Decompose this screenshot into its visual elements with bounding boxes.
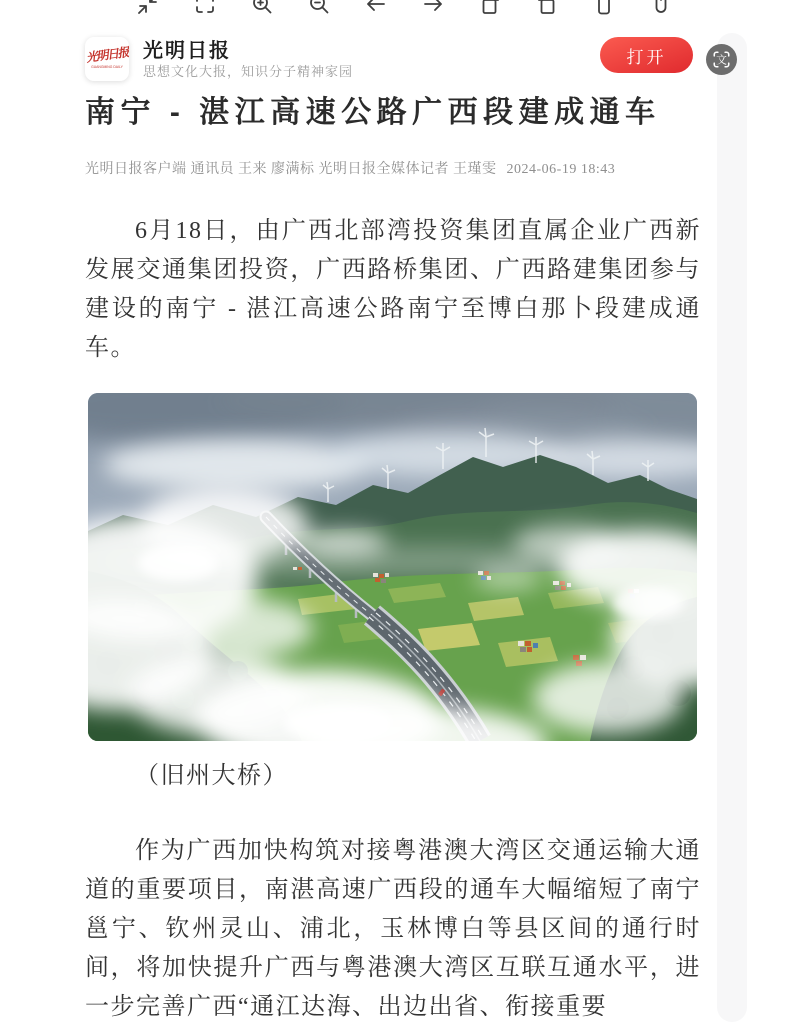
translate-button[interactable] bbox=[706, 44, 737, 75]
mouse-icon[interactable] bbox=[649, 0, 673, 19]
photo-caption: （旧州大桥） bbox=[135, 763, 288, 789]
paragraph-1: 6月18日，由广西北部湾投资集团直属企业广西新发展交通集团投资，广西路桥集团、广西路建集团参与建设的南宁 - 湛江高速公路南宁至博白那卜段建成通车。 bbox=[85, 218, 701, 361]
zoom-in-icon[interactable] bbox=[250, 0, 274, 19]
phone-icon[interactable] bbox=[592, 0, 616, 19]
logo-calligraphy: 光明日报 bbox=[85, 45, 129, 65]
zoom-out-icon[interactable] bbox=[307, 0, 331, 19]
guangming-daily-logo bbox=[85, 37, 129, 81]
arrow-left-icon[interactable] bbox=[364, 0, 388, 19]
publish-datetime: 2024-06-19 18:43 bbox=[506, 162, 616, 177]
app-tagline: 思想文化大报，知识分子精神家园 bbox=[143, 64, 354, 79]
app-header bbox=[85, 37, 705, 81]
rotate-right-icon[interactable] bbox=[535, 0, 559, 19]
open-app-button[interactable]: 打开 bbox=[600, 37, 693, 73]
app-name: 光明日报 bbox=[143, 40, 231, 62]
rotate-left-icon[interactable] bbox=[478, 0, 502, 19]
byline-authors: 光明日报客户端 通讯员 王来 廖满标 光明日报全媒体记者 王瑾雯 bbox=[85, 162, 497, 177]
arrow-right-icon[interactable] bbox=[421, 0, 445, 19]
fit-screen-icon[interactable] bbox=[193, 0, 217, 19]
right-tool-strip bbox=[717, 33, 747, 1022]
article-title: 南宁 - 湛江高速公路广西段建成通车 bbox=[85, 96, 661, 129]
translate-glyph: 文 bbox=[716, 54, 727, 67]
viewer-toolbar bbox=[136, 0, 673, 20]
article-photo[interactable] bbox=[88, 393, 697, 741]
aerial-highway-illustration bbox=[88, 393, 697, 741]
paragraph-2: 作为广西加快构筑对接粤港澳大湾区交通运输大通道的重要项目，南湛高速广西段的通车大幅缩短了南宁邕宁、钦州灵山、浦北，玉林博白等县区间的通行时间，将加快提升广西与粤港澳大湾区互联互通水平，进一步完善广西“通江达海、出边出省、衔接重要 bbox=[85, 838, 701, 1020]
collapse-icon[interactable] bbox=[136, 0, 160, 19]
logo-english: GUANGMING DAILY bbox=[91, 64, 123, 69]
article-byline bbox=[85, 158, 710, 178]
